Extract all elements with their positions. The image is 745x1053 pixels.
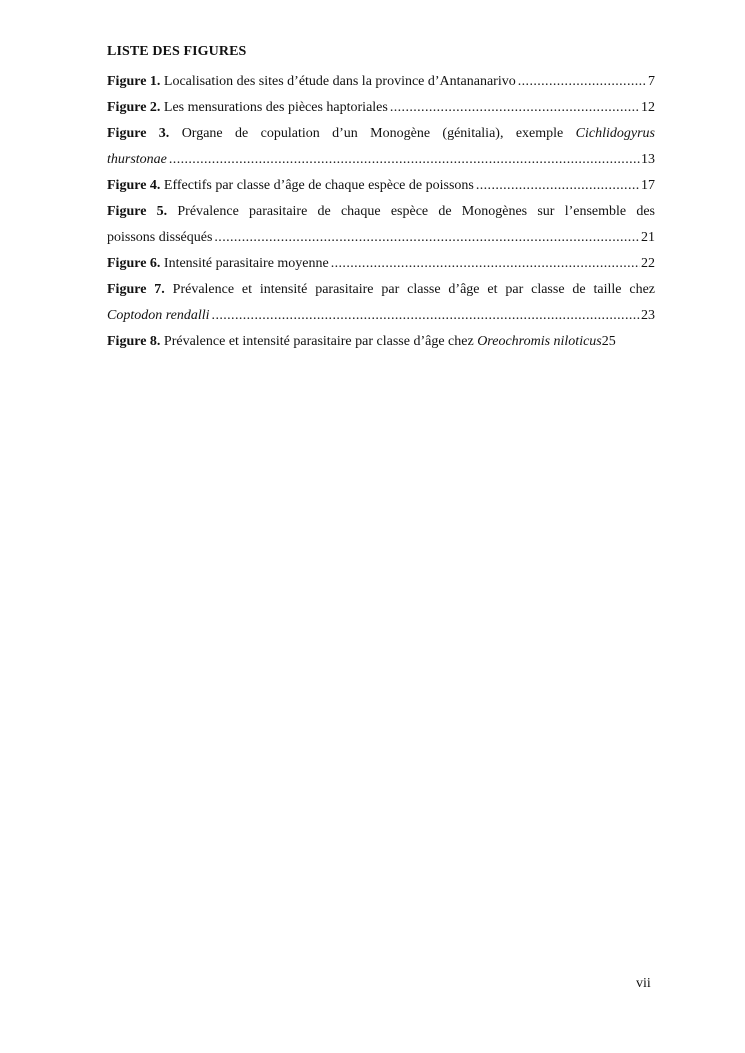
dot-leader [518, 69, 647, 95]
figure-title-species: Coptodon rendalli [107, 308, 210, 323]
figure-page-number: 12 [641, 100, 655, 115]
figure-label: Figure 8. [107, 334, 161, 349]
figure-title: Intensité parasitaire moyenne [163, 256, 329, 271]
figure-title-line1: Prévalence parasitaire de chaque espèce de Monogènes sur l’ensemble des [177, 204, 656, 219]
figure-entry-1[interactable] [107, 69, 655, 95]
figure-title: Localisation des sites d’étude dans la province d’Antananarivo [163, 74, 516, 89]
figures-list [107, 69, 655, 355]
page-number: vii [636, 976, 651, 991]
figure-label: Figure 5. [107, 204, 168, 219]
figure-title-species-genus: Cichlidogyrus [575, 126, 655, 141]
figure-page-number: 23 [641, 308, 655, 323]
figure-title-line2: poissons disséqués [107, 230, 213, 245]
figure-title: Prévalence et intensité parasitaire par classe d’âge chez [163, 334, 474, 349]
figure-title-line1: Prévalence et intensité parasitaire par classe d’âge et par classe de taille chez [172, 282, 656, 297]
figure-entry-5[interactable] [107, 199, 655, 251]
list-of-figures-heading: LISTE DES FIGURES [107, 44, 247, 59]
figure-entry-7[interactable] [107, 277, 655, 329]
figure-page-number: 17 [641, 178, 655, 193]
dot-leader [331, 251, 640, 277]
figure-title-species-epithet: thurstonae [107, 152, 167, 167]
figure-label: Figure 1. [107, 74, 161, 89]
dot-leader [212, 303, 640, 329]
figure-label: Figure 3. [107, 126, 170, 141]
figure-title: Les mensurations des pièces haptoriales [163, 100, 388, 115]
figure-entry-8[interactable] [107, 329, 655, 355]
figure-label: Figure 7. [107, 282, 165, 297]
figure-title-line1: Organe de copulation d’un Monogène (génitalia), exemple [181, 126, 564, 141]
figure-entry-4[interactable] [107, 173, 655, 199]
figure-entry-2[interactable] [107, 95, 655, 121]
figure-title: Effectifs par classe d’âge de chaque espèce de poissons [163, 178, 474, 193]
figure-label: Figure 2. [107, 100, 161, 115]
figure-entry-3[interactable] [107, 121, 655, 173]
figure-page-number: 22 [641, 256, 655, 271]
dot-leader [214, 225, 640, 251]
figure-label: Figure 6. [107, 256, 161, 271]
figure-page-number: 21 [641, 230, 655, 245]
figure-label: Figure 4. [107, 178, 161, 193]
dot-leader [476, 173, 640, 199]
dot-leader [390, 95, 640, 121]
figure-page-number: 25 [601, 334, 616, 349]
figure-page-number: 13 [641, 152, 655, 167]
dot-leader [169, 147, 640, 173]
figure-title-species: Oreochromis niloticus [477, 334, 602, 349]
figure-page-number: 7 [648, 74, 655, 89]
figure-entry-6[interactable] [107, 251, 655, 277]
